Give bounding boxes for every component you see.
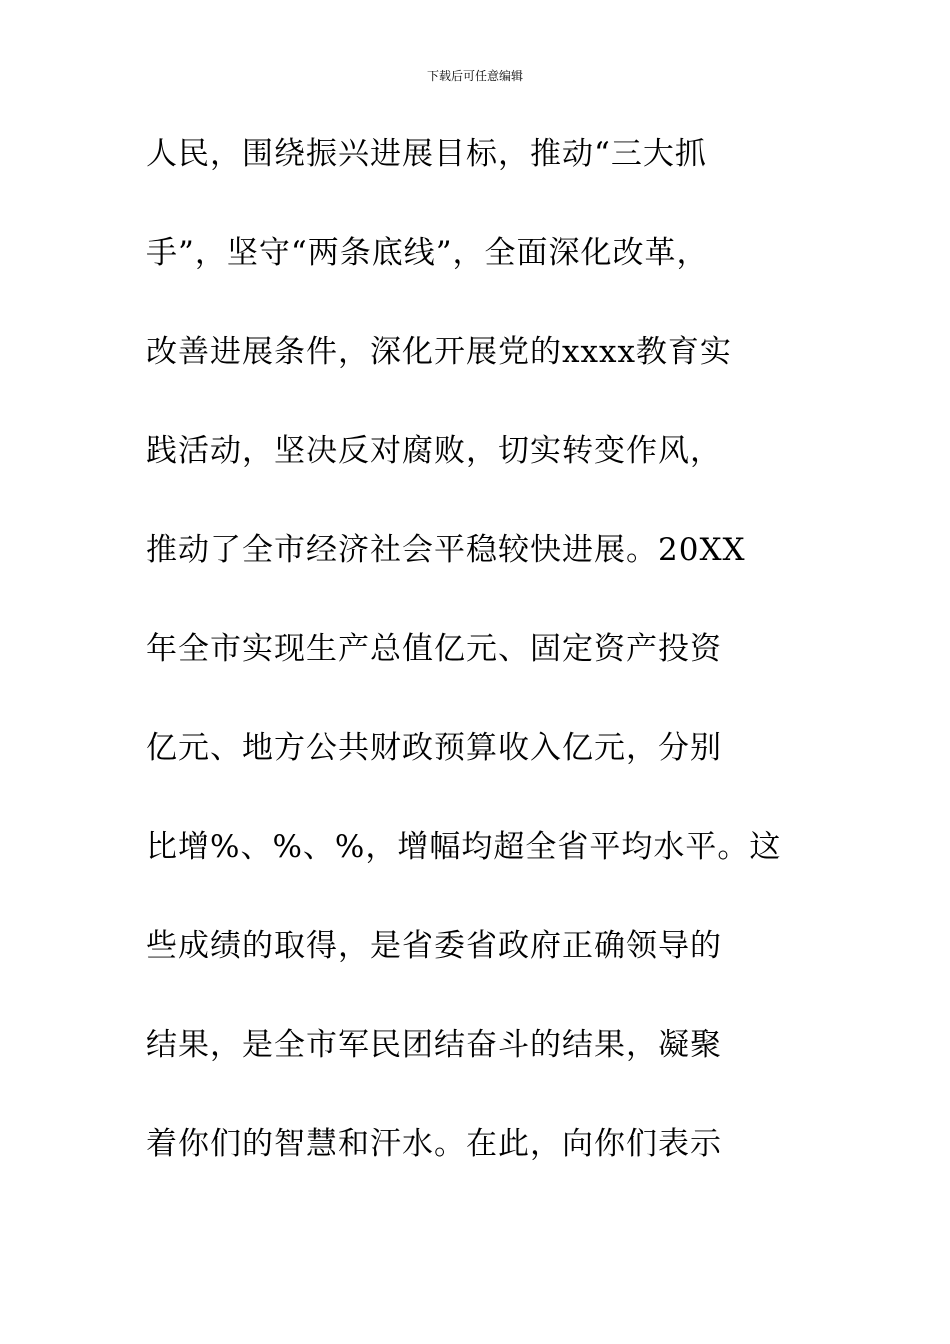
text-line: 人民，围绕振兴进展目标，推动“三大抓 <box>146 136 707 172</box>
text-line: 年全市实现生产总值亿元、固定资产投资 <box>146 631 722 667</box>
text-line: 手”，坚守“两条底线”，全面深化改革， <box>146 235 709 271</box>
text-line: 践活动，坚决反对腐败，切实转变作风， <box>146 433 722 469</box>
text-line: 些成绩的取得，是省委省政府正确领导的 <box>146 928 722 964</box>
header-note: 下载后可任意编辑 <box>426 69 523 83</box>
text-line: 改善进展条件，深化开展党的xxxx教育实 <box>146 334 732 370</box>
document-body <box>146 126 806 1215</box>
text-line: 比增%、%、%，增幅均超全省平均水平。这 <box>146 829 782 865</box>
text-line: 亿元、地方公共财政预算收入亿元，分别 <box>146 730 722 766</box>
text-line: 推动了全市经济社会平稳较快进展。20XX <box>146 532 746 568</box>
text-line: 结果，是全市军民团结奋斗的结果，凝聚 <box>146 1027 722 1063</box>
text-line: 着你们的智慧和汗水。在此，向你们表示 <box>146 1126 722 1162</box>
